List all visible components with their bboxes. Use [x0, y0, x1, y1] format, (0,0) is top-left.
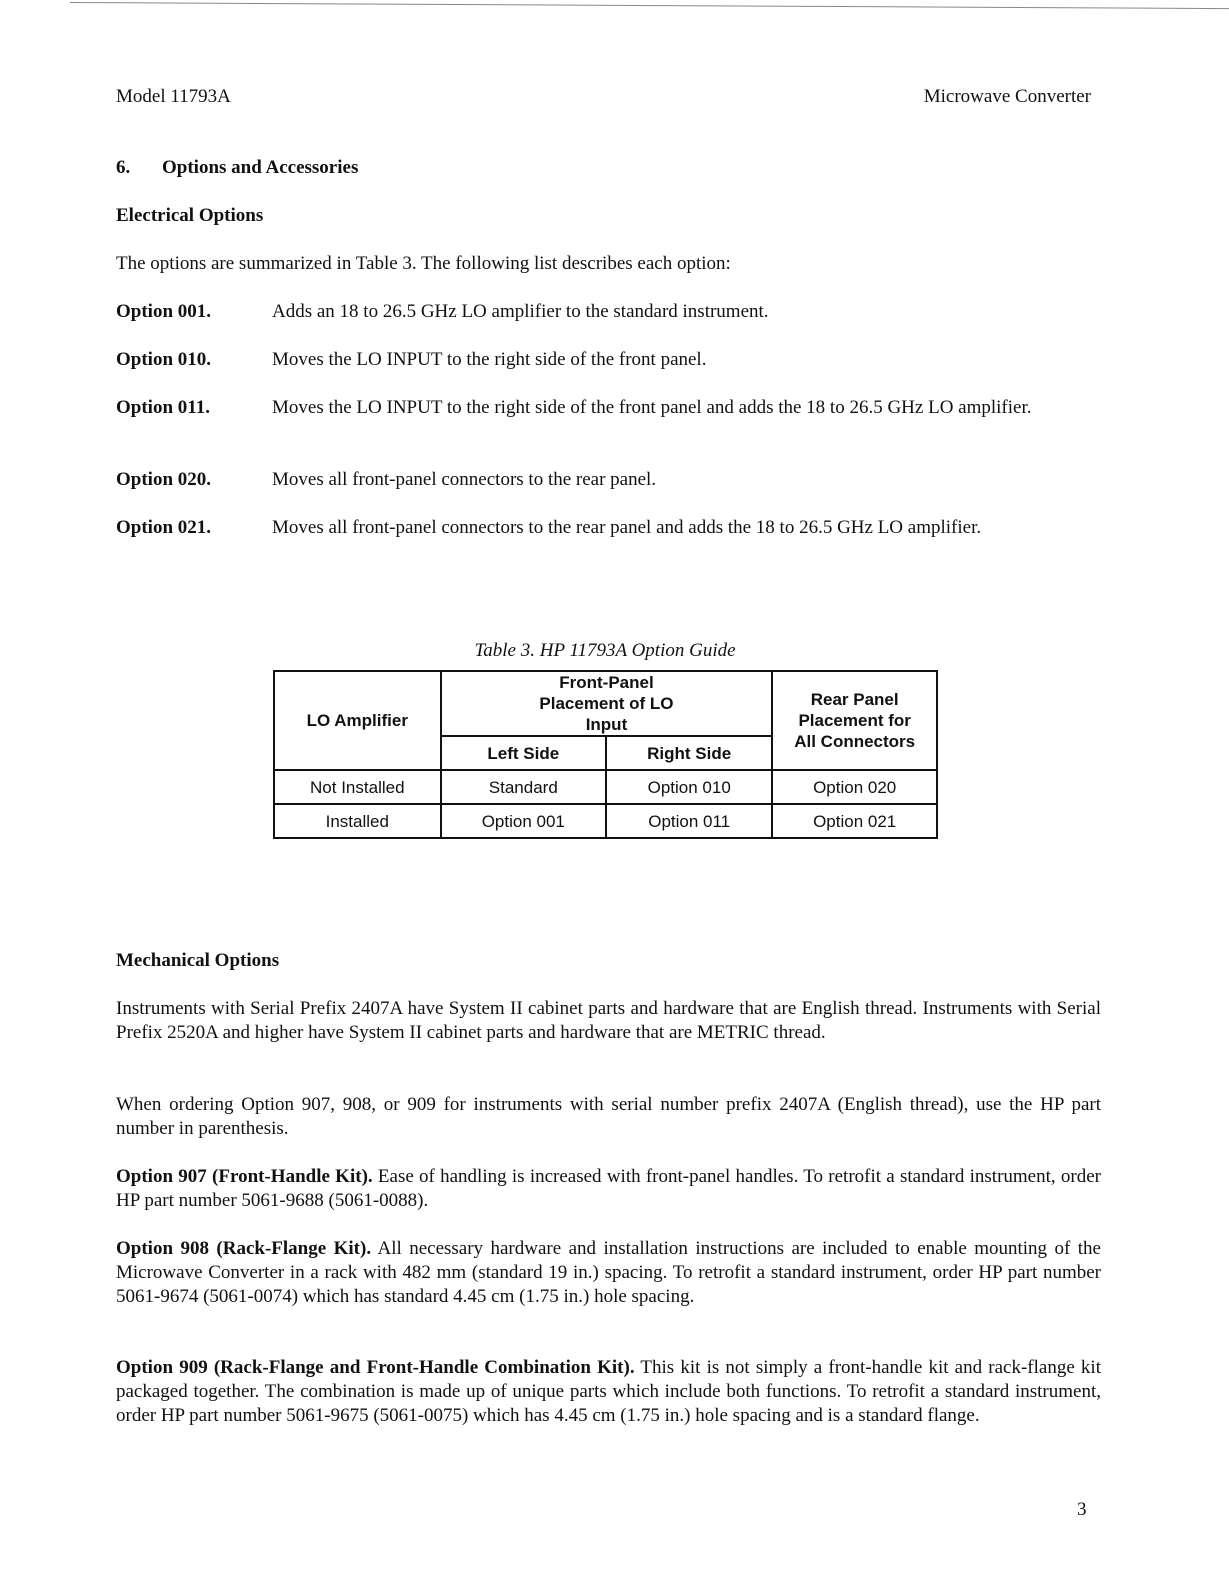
- section-heading: [116, 156, 358, 180]
- table-cell: Standard: [441, 770, 606, 804]
- mechanical-paragraph: When ordering Option 907, 908, or 909 for instruments with serial number prefix 2407A (English thread), use the HP part number in parenthesis.: [116, 1094, 1101, 1139]
- table-caption: Table 3. HP 11793A Option Guide: [474, 640, 736, 661]
- header-front-panel: Front-Panel Placement of LO Input: [441, 671, 773, 736]
- table-cell: Option 011: [606, 804, 772, 838]
- table-cell: Option 020: [772, 770, 937, 804]
- option-907-paragraph: [116, 1165, 1101, 1213]
- option-item: [116, 348, 1101, 372]
- option-item: [116, 516, 1101, 540]
- header-right-side: Right Side: [606, 736, 772, 770]
- option-item: [116, 396, 1101, 420]
- table-row: [274, 770, 937, 804]
- table-cell: Option 021: [772, 804, 937, 838]
- mechanical-paragraph: Instruments with Serial Prefix 2407A have System II cabinet parts and hardware that are English thread. Instruments with Serial Prefix 2520A and higher have System II cabinet parts and hardware that are METRIC thread.: [116, 998, 1101, 1043]
- electrical-intro: The options are summarized in Table 3. The following list describes each option:: [116, 253, 731, 274]
- header-lo-amplifier: LO Amplifier: [274, 671, 441, 770]
- option-label: Option 010.: [116, 349, 212, 370]
- option-desc: Moves the LO INPUT to the right side of the front panel.: [272, 349, 707, 370]
- option-label: Option 011.: [116, 397, 210, 418]
- section-number: 6.: [116, 157, 131, 178]
- option-desc: Moves the LO INPUT to the right side of the front panel and adds the 18 to 26.5 GHz LO amplifier.: [272, 397, 1032, 418]
- header-product: Microwave Converter: [923, 86, 1091, 107]
- option-lead: Option 909 (Rack-Flange and Front-Handle Combination Kit).: [116, 1357, 635, 1378]
- header-left-side: Left Side: [441, 736, 606, 770]
- option-desc: Moves all front-panel connectors to the rear panel and adds the 18 to 26.5 GHz LO amplifier.: [272, 517, 982, 538]
- option-text: All necessary hardware and installation instructions are included to enable mounting of the Microwave Converter in a rack with 482 mm (standard 19 in.) spacing. To retrofit a standard instrument, order HP part number 5061-9674 (5061-0074) which has standard 4.45 cm (1.75 in.) hole spacing.: [116, 1238, 1101, 1307]
- table-row: [274, 804, 937, 838]
- table-cell: Installed: [274, 804, 441, 838]
- header-model: Model 11793A: [116, 86, 231, 107]
- option-908-paragraph: [116, 1237, 1101, 1309]
- mechanical-heading: Mechanical Options: [116, 950, 280, 971]
- option-desc: Moves all front-panel connectors to the rear panel.: [272, 469, 657, 490]
- table-cell: Not Installed: [274, 770, 441, 804]
- header-rear-panel: Rear Panel Placement for All Connectors: [772, 671, 937, 770]
- option-text: Ease of handling is increased with front-panel handles. To retrofit a standard instrument, order HP part number 5061-9688 (5061-0088).: [116, 1166, 1101, 1211]
- option-item: [116, 468, 1101, 492]
- option-label: Option 021.: [116, 517, 212, 538]
- section-title: Options and Accessories: [162, 157, 359, 178]
- table-cell: Option 001: [441, 804, 606, 838]
- option-909-paragraph: [116, 1356, 1101, 1428]
- option-guide-table: [273, 670, 938, 839]
- option-label: Option 001.: [116, 301, 212, 322]
- table-cell: Option 010: [606, 770, 772, 804]
- option-lead: Option 908 (Rack-Flange Kit).: [116, 1238, 372, 1259]
- electrical-heading: Electrical Options: [116, 205, 264, 226]
- option-label: Option 020.: [116, 469, 212, 490]
- page-number: 3: [1077, 1499, 1087, 1520]
- option-text: This kit is not simply a front-handle kit and rack-flange kit packaged together. The combination is made up of unique parts which include both functions. To retrofit a standard instrument, order HP part number 5061-9675 (5061-0075) which has 4.45 cm (1.75 in.) hole spacing and is a standard flange.: [116, 1357, 1101, 1426]
- scan-edge-line: [70, 2, 1229, 9]
- option-lead: Option 907 (Front-Handle Kit).: [116, 1166, 373, 1187]
- option-desc: Adds an 18 to 26.5 GHz LO amplifier to the standard instrument.: [272, 301, 769, 322]
- option-item: [116, 300, 1101, 324]
